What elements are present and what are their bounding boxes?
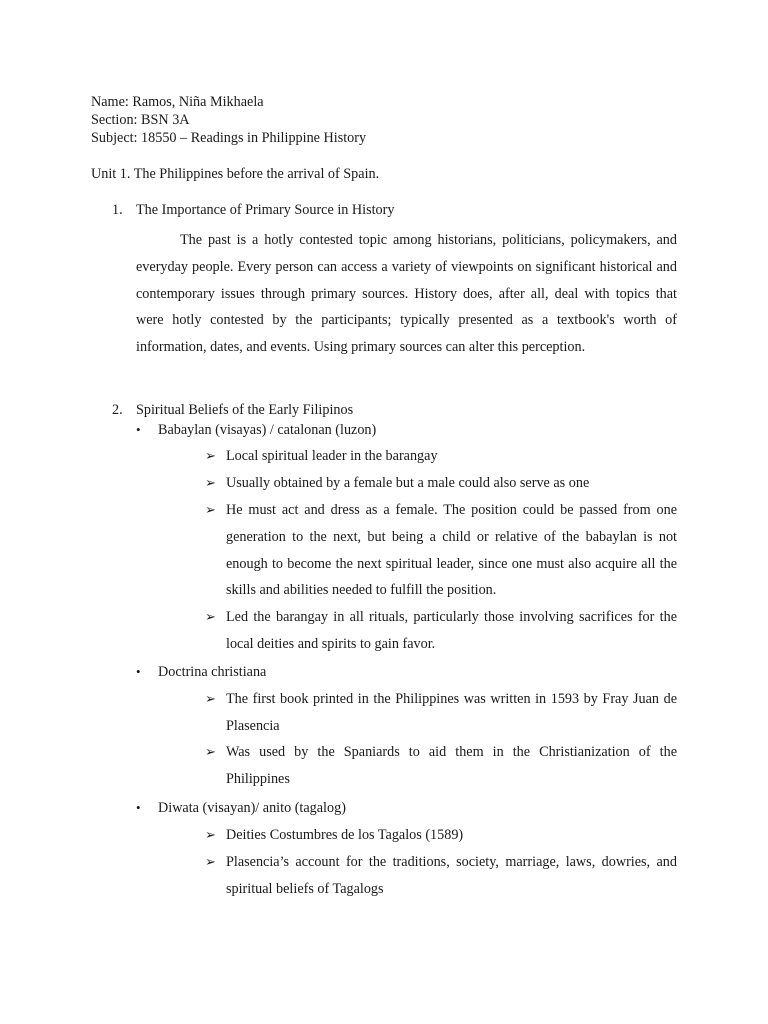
bullet-item-diwata	[136, 800, 346, 817]
item-number: 2.	[112, 402, 123, 418]
sub-item	[205, 822, 677, 849]
item-title: Spiritual Beliefs of the Early Filipinos	[136, 402, 354, 418]
sub-item	[205, 686, 677, 740]
sub-item	[205, 497, 677, 604]
sub-item-text: Was used by the Spaniards to aid them in the Christianization of the Philippines	[226, 744, 677, 787]
sub-item-text: The first book printed in the Philippines was written in 1593 by Fray Juan de Plasencia	[226, 691, 677, 734]
sub-item	[205, 470, 677, 497]
arrow-icon: ➢	[205, 854, 216, 869]
item-number: 1.	[112, 202, 123, 218]
student-section: Section: BSN 3A	[91, 112, 190, 128]
bullet-text: Babaylan (visayas) / catalonan (luzon)	[158, 422, 377, 438]
sub-item-text: Local spiritual leader in the barangay	[226, 448, 438, 464]
arrow-icon: ➢	[205, 502, 216, 517]
bullet-item-doctrina	[136, 664, 266, 681]
bullet-text: Doctrina christiana	[158, 664, 267, 680]
sub-item-text: Led the barangay in all rituals, particularly those involving sacrifices for the local deities and spirits to gain favor.	[226, 609, 677, 652]
sub-item	[205, 604, 677, 658]
sub-item-text: Deities Costumbres de los Tagalos (1589)	[226, 827, 464, 843]
sub-item-text: He must act and dress as a female. The position could be passed from one generation to the next, but being a child or relative of the babaylan is not enough to become the next spiritual leader, since one must also acquire all the skills and abilities needed to fulfill the position.	[226, 502, 677, 599]
sub-item	[205, 849, 677, 903]
sub-item-text: Usually obtained by a female but a male could also serve as one	[226, 475, 590, 491]
unit-title: Unit 1. The Philippines before the arrival of Spain.	[91, 166, 380, 182]
sub-item	[205, 443, 677, 470]
numbered-item-2	[112, 402, 353, 419]
bullet-icon: •	[136, 664, 141, 679]
arrow-icon: ➢	[205, 827, 216, 842]
arrow-icon: ➢	[205, 448, 216, 463]
student-name: Name: Ramos, Niña Mikhaela	[91, 94, 264, 110]
sub-item	[205, 739, 677, 793]
bullet-text: Diwata (visayan)/ anito (tagalog)	[158, 800, 346, 816]
bullet-icon: •	[136, 800, 141, 815]
arrow-icon: ➢	[205, 691, 216, 706]
numbered-item-1	[112, 202, 394, 219]
primary-source-paragraph: The past is a hotly contested topic among historians, politicians, policymakers, and everyday people. Every person can access a variety of viewpoints on significant historical and contemporary issues through primary sources. History does, after all, deal with topics that were hotly contested by the participants; typically presented as a textbook's worth of information, dates, and events. Using primary sources can alter this perception.	[136, 232, 677, 356]
arrow-icon: ➢	[205, 744, 216, 759]
subject-line: Subject: 18550 – Readings in Philippine History	[91, 130, 367, 146]
arrow-icon: ➢	[205, 609, 216, 624]
bullet-icon: •	[136, 422, 141, 437]
sub-item-text: Plasencia’s account for the traditions, society, marriage, laws, dowries, and spiritual beliefs of Tagalogs	[226, 854, 677, 897]
arrow-icon: ➢	[205, 475, 216, 490]
bullet-item-babaylan	[136, 422, 376, 439]
item-title: The Importance of Primary Source in History	[136, 202, 395, 218]
